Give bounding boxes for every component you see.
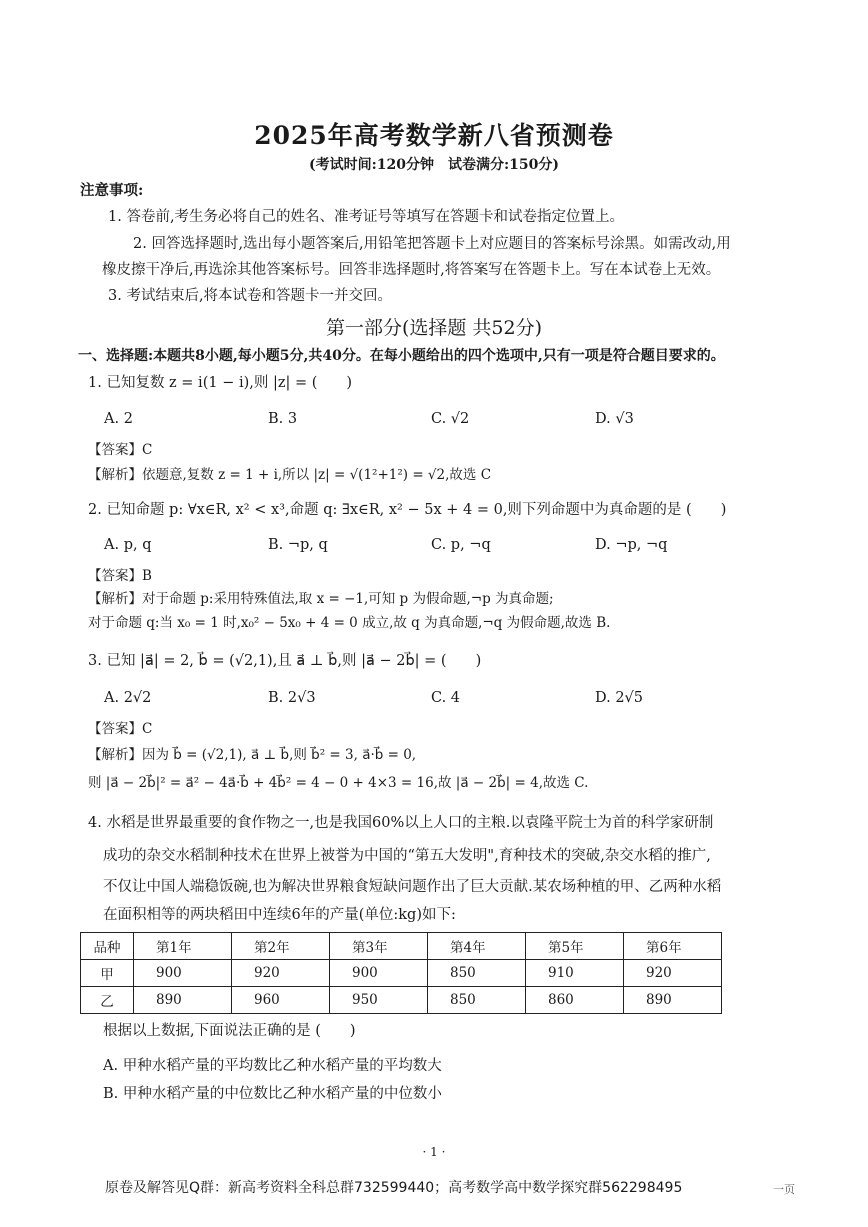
q3-analysis-line-2: 则 |a⃗ − 2b⃗|² = a⃗² − 4a⃗·b⃗ + 4b⃗² = 4 − 0 + 4×3 = 16,故 |a⃗ − 2b⃗| = 4,故选 C.: [88, 775, 589, 791]
q4-stem-line-3: 不仅让中国人端稳饭碗,也为解决世界粮食短缺问题作出了巨大贡献.某农场种植的甲、乙两种水稻: [103, 879, 722, 895]
section-instruction: 一、选择题:本题共8小题,每小题5分,共40分。在每小题给出的四个选项中,只有一项是符合题目要求的。: [78, 348, 725, 364]
q3-analysis-line-1: 【解析】因为 b⃗ = (√2,1), a⃗ ⊥ b⃗,则 b⃗² = 3, a⃗·b⃗ = 0,: [88, 747, 417, 763]
q1-option-b: B. 3: [268, 411, 298, 427]
q2-option-a: A. p, q: [104, 537, 152, 553]
table-header-cell: 第2年: [232, 933, 330, 960]
q3-answer: 【答案】C: [88, 721, 153, 737]
q1-option-a: A. 2: [104, 411, 133, 427]
q4-stem-line-2: 成功的杂交水稻制种技术在世界上被誉为中国的“第五大发明",育种技术的突破,杂交水稻的推广,: [103, 848, 711, 864]
q4-option-a: A. 甲种水稻产量的平均数比乙种水稻产量的平均数大: [103, 1058, 442, 1074]
table-cell: 900: [134, 960, 232, 987]
q2-answer: 【答案】B: [88, 568, 152, 584]
section-title: 第一部分(选择题 共52分): [325, 317, 543, 339]
table-header-cell: 第1年: [134, 933, 232, 960]
footer-text: 原卷及解答见Q群：新高考资料全科总群732599440；高考数学高中数学探究群562298495: [105, 1180, 683, 1196]
table-header-cell: 第4年: [428, 933, 526, 960]
page-title: 2025年高考数学新八省预测卷: [254, 121, 614, 150]
exam-info: (考试时间:120分钟 试卷满分:150分): [308, 157, 560, 173]
q2-analysis-line-1: 【解析】对于命题 p:采用特殊值法,取 x = −1,可知 p 为假命题,¬p 为真命题;: [88, 591, 554, 607]
table-cell: 960: [232, 987, 330, 1014]
table-header-cell: 第6年: [624, 933, 722, 960]
q4-option-b: B. 甲种水稻产量的中位数比乙种水稻产量的中位数小: [103, 1086, 442, 1102]
corner-label: 一页: [773, 1183, 795, 1196]
q2-option-b: B. ¬p, q: [268, 537, 328, 553]
q4-question: 根据以上数据,下面说法正确的是 ( ): [103, 1023, 356, 1039]
table-header-row: [81, 933, 722, 960]
q3-stem: 3. 已知 |a⃗| = 2, b⃗ = (√2,1),且 a⃗ ⊥ b⃗,则 |a⃗ − 2b⃗| = ( ): [88, 653, 482, 669]
q3-option-a: A. 2√2: [104, 690, 152, 706]
q3-option-b: B. 2√3: [268, 690, 316, 706]
q1-analysis: 【解析】依题意,复数 z = 1 + i,所以 |z| = √(1²+1²) = √2,故选 C: [88, 467, 492, 483]
q2-stem: 2. 已知命题 p: ∀x∈R, x² < x³,命题 q: ∃x∈R, x² − 5x + 4 = 0,则下列命题中为真命题的是 ( ): [88, 502, 727, 518]
q4-stem-line-4: 在面积相等的两块稻田中连续6年的产量(单位:kg)如下:: [103, 907, 456, 923]
q2-option-c: C. p, ¬q: [431, 537, 491, 553]
table-cell: 920: [624, 960, 722, 987]
table-cell: 860: [526, 987, 624, 1014]
table-cell: 甲: [81, 960, 134, 987]
notice-item-2-line-2: 橡皮擦干净后,再选涂其他答案标号。回答非选择题时,将答案写在答题卡上。写在本试卷上无效。: [102, 262, 721, 278]
table-cell: 890: [624, 987, 722, 1014]
q1-answer: 【答案】C: [88, 442, 153, 458]
table-header-cell: 第5年: [526, 933, 624, 960]
notice-heading: 注意事项:: [80, 182, 144, 199]
table-header-cell: 第3年: [330, 933, 428, 960]
notice-item-3: 3. 考试结束后,将本试卷和答题卡一并交回。: [108, 288, 393, 304]
q1-option-c: C. √2: [431, 411, 470, 427]
table-cell: 910: [526, 960, 624, 987]
q2-option-d: D. ¬p, ¬q: [595, 537, 668, 553]
table-row: [81, 960, 722, 987]
notice-item-2-line-1: 2. 回答选择题时,选出每小题答案后,用铅笔把答题卡上对应题目的答案标号涂黑。如需改动,用: [133, 236, 731, 252]
table-cell: 850: [428, 987, 526, 1014]
q3-option-d: D. 2√5: [595, 690, 644, 706]
table-cell: 920: [232, 960, 330, 987]
q3-option-c: C. 4: [431, 690, 461, 706]
table-cell: 950: [330, 987, 428, 1014]
yield-table: [80, 932, 722, 1014]
table-header-cell: 品种: [81, 933, 134, 960]
q2-analysis-line-2: 对于命题 q:当 x₀ = 1 时,x₀² − 5x₀ + 4 = 0 成立,故 q 为真命题,¬q 为假命题,故选 B.: [88, 615, 611, 631]
q1-stem: 1. 已知复数 z = i(1 − i),则 |z| = ( ): [88, 375, 353, 391]
page-number: · 1 ·: [422, 1145, 446, 1159]
notice-item-1: 1. 答卷前,考生务必将自己的姓名、准考证号等填写在答题卡和试卷指定位置上。: [108, 209, 625, 225]
q4-stem-line-1: 4. 水稻是世界最重要的食作物之一,也是我国60%以上人口的主粮.以袁隆平院士为首的科学家研制: [88, 815, 714, 831]
table-cell: 900: [330, 960, 428, 987]
table-cell: 乙: [81, 987, 134, 1014]
q1-option-d: D. √3: [595, 411, 634, 427]
table-cell: 850: [428, 960, 526, 987]
table-row: [81, 987, 722, 1014]
table-cell: 890: [134, 987, 232, 1014]
